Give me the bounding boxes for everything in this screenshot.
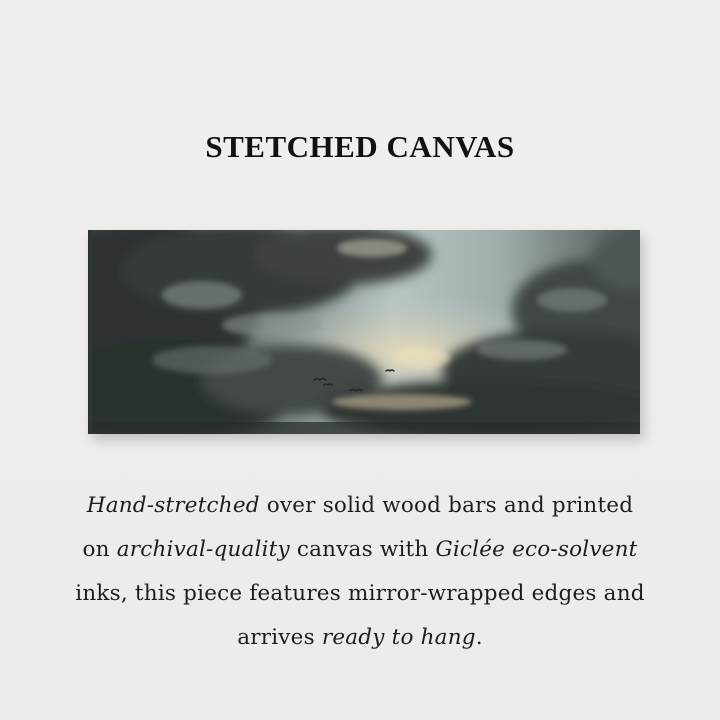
desc-archival-quality: archival-quality	[116, 537, 290, 562]
canvas-artwork	[88, 230, 640, 434]
desc-line2-a: on	[82, 537, 117, 562]
desc-ready-to-hang: ready to hang	[321, 625, 476, 650]
page-title: STETCHED CANVAS	[205, 129, 515, 164]
desc-line2-b: canvas with	[289, 537, 436, 562]
desc-line4-b: .	[475, 625, 483, 650]
stormy-sky-painting	[92, 230, 640, 434]
desc-line1: over solid wood bars and printed	[259, 493, 634, 518]
product-description	[40, 484, 680, 660]
desc-line3: inks, this piece features mirror-wrapped edges and	[75, 581, 645, 606]
desc-giclee: Giclée eco-solvent	[435, 537, 638, 562]
desc-hand-stretched: Hand-stretched	[86, 493, 260, 518]
desc-line4-a: arrives	[237, 625, 322, 650]
